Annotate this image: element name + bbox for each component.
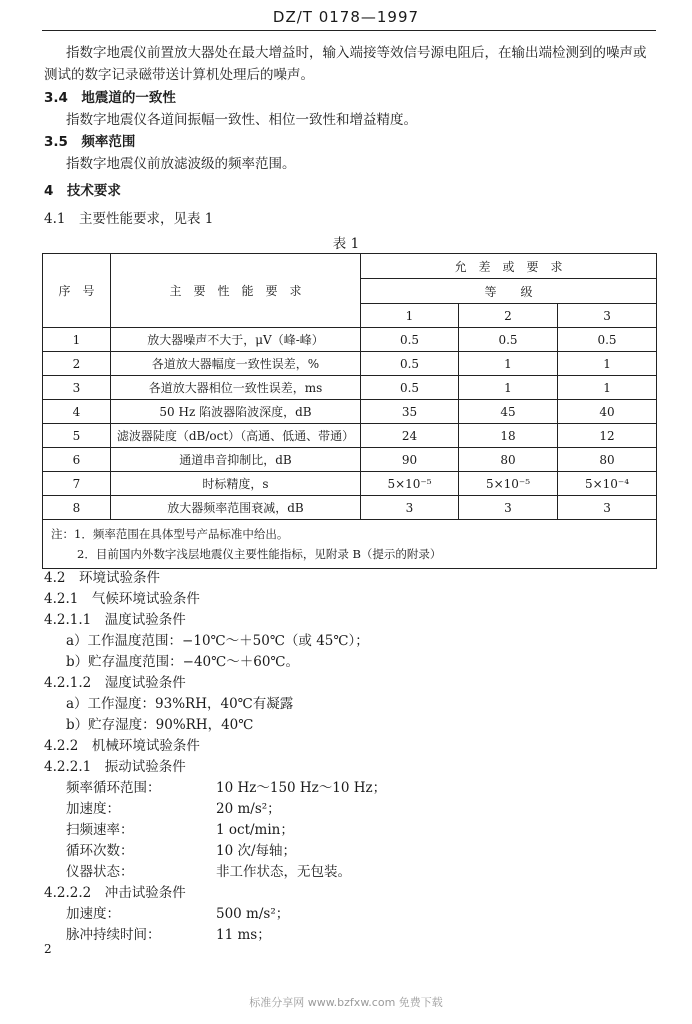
table-caption: 表 1 bbox=[332, 236, 360, 252]
para-3-4: 指数字地震仪各道间振幅一致性、相位一致性和增益精度。 bbox=[66, 112, 417, 128]
row-requirement: 时标精度，s bbox=[111, 472, 361, 496]
row-no: 8 bbox=[43, 496, 111, 520]
row-value: 0.5 bbox=[361, 328, 459, 352]
heading-4-2: 4.2 环境试验条件 bbox=[44, 570, 160, 586]
heading-4-2-2: 4.2.2 机械环境试验条件 bbox=[44, 738, 200, 754]
row-value: 3 bbox=[459, 496, 558, 520]
row-no: 1 bbox=[43, 328, 111, 352]
row-value: 45 bbox=[459, 400, 558, 424]
row-requirement: 放大器频率范围衰减，dB bbox=[111, 496, 361, 520]
heading-4-2-2-2: 4.2.2.2 冲击试验条件 bbox=[44, 885, 186, 901]
row-requirement: 50 Hz 陷波器陷波深度，dB bbox=[111, 400, 361, 424]
heading-4-1: 4.1 主要性能要求，见表 1 bbox=[44, 211, 214, 227]
shock-key: 加速度： bbox=[66, 906, 120, 922]
col-header-requirement: 主 要 性 能 要 求 bbox=[111, 254, 361, 328]
table-row bbox=[43, 472, 657, 496]
row-value: 5×10⁻⁵ bbox=[459, 472, 558, 496]
table-row bbox=[43, 376, 657, 400]
table-row bbox=[43, 448, 657, 472]
row-value: 0.5 bbox=[558, 328, 657, 352]
shock-value: 500 m/s²； bbox=[216, 906, 290, 922]
heading-3-5: 3.5 频率范围 bbox=[44, 134, 136, 150]
col-header-grade: 等 级 bbox=[361, 279, 657, 304]
row-value: 40 bbox=[558, 400, 657, 424]
row-no: 2 bbox=[43, 352, 111, 376]
performance-table bbox=[42, 253, 657, 569]
row-value: 18 bbox=[459, 424, 558, 448]
vib-value: 20 m/s²； bbox=[216, 801, 281, 817]
row-no: 6 bbox=[43, 448, 111, 472]
vib-key: 频率循环范围： bbox=[66, 780, 161, 796]
vib-value: 非工作状态，无包装。 bbox=[216, 864, 351, 880]
vib-key: 循环次数： bbox=[66, 843, 134, 859]
grade-1: 1 bbox=[361, 304, 459, 328]
table-row bbox=[43, 328, 657, 352]
vib-value: 10 次/每轴； bbox=[216, 843, 297, 859]
table-notes bbox=[43, 520, 657, 569]
row-value: 80 bbox=[459, 448, 558, 472]
vib-value: 10 Hz～150 Hz～10 Hz； bbox=[216, 780, 387, 796]
heading-4-2-1: 4.2.1 气候环境试验条件 bbox=[44, 591, 200, 607]
para-3-5: 指数字地震仪前放滤波级的频率范围。 bbox=[66, 156, 296, 172]
row-value: 24 bbox=[361, 424, 459, 448]
row-value: 12 bbox=[558, 424, 657, 448]
row-value: 1 bbox=[459, 352, 558, 376]
para-3-3-line1: 指数字地震仪前置放大器处在最大增益时，输入端接等效信号源电阻后，在输出端检测到的噪声或 bbox=[66, 45, 647, 61]
row-value: 3 bbox=[558, 496, 657, 520]
col-header-no: 序 号 bbox=[43, 254, 111, 328]
temp-work: a）工作温度范围：−10℃～＋50℃（或 45℃）； bbox=[66, 633, 369, 649]
grade-2: 2 bbox=[459, 304, 558, 328]
row-requirement: 各道放大器幅度一致性误差，% bbox=[111, 352, 361, 376]
row-value: 0.5 bbox=[361, 352, 459, 376]
row-value: 80 bbox=[558, 448, 657, 472]
vib-key: 加速度： bbox=[66, 801, 120, 817]
table-row bbox=[43, 400, 657, 424]
para-3-3-line2: 测试的数字记录磁带送计算机处理后的噪声。 bbox=[44, 67, 314, 83]
table-row bbox=[43, 352, 657, 376]
table-row bbox=[43, 424, 657, 448]
table-row bbox=[43, 496, 657, 520]
col-header-allowance: 允 差 或 要 求 bbox=[361, 254, 657, 279]
row-no: 7 bbox=[43, 472, 111, 496]
grade-3: 3 bbox=[558, 304, 657, 328]
row-requirement: 滤波器陡度（dB/oct）（高通、低通、带通） bbox=[111, 424, 361, 448]
shock-value: 11 ms； bbox=[216, 927, 271, 943]
row-value: 90 bbox=[361, 448, 459, 472]
vib-value: 1 oct/min； bbox=[216, 822, 294, 838]
humidity-storage: b）贮存湿度：90%RH，40℃ bbox=[66, 717, 254, 733]
row-requirement: 通道串音抑制比，dB bbox=[111, 448, 361, 472]
document-code: DZ/T 0178—1997 bbox=[272, 8, 420, 26]
shock-key: 脉冲持续时间： bbox=[66, 927, 161, 943]
table-note-1: 注：1．频率范围在具体型号产品标准中给出。 bbox=[51, 527, 289, 541]
row-requirement: 放大器噪声不大于，μV（峰-峰） bbox=[111, 328, 361, 352]
row-value: 35 bbox=[361, 400, 459, 424]
row-value: 1 bbox=[558, 376, 657, 400]
row-no: 5 bbox=[43, 424, 111, 448]
row-value: 0.5 bbox=[459, 328, 558, 352]
heading-4: 4 技术要求 bbox=[44, 183, 121, 199]
page-number: 2 bbox=[44, 942, 52, 956]
header-rule bbox=[42, 30, 656, 31]
watermark-text: 标准分享网 www.bzfxw.com 免费下载 bbox=[249, 996, 443, 1009]
heading-4-2-1-2: 4.2.1.2 湿度试验条件 bbox=[44, 675, 186, 691]
humidity-work: a）工作湿度：93%RH，40℃有凝露 bbox=[66, 696, 294, 712]
row-value: 1 bbox=[558, 352, 657, 376]
vib-key: 扫频速率： bbox=[66, 822, 134, 838]
heading-4-2-1-1: 4.2.1.1 温度试验条件 bbox=[44, 612, 186, 628]
row-value: 1 bbox=[459, 376, 558, 400]
row-value: 5×10⁻⁵ bbox=[361, 472, 459, 496]
row-requirement: 各道放大器相位一致性误差，ms bbox=[111, 376, 361, 400]
row-no: 3 bbox=[43, 376, 111, 400]
row-no: 4 bbox=[43, 400, 111, 424]
table-note-2: 2．目前国内外数字浅层地震仪主要性能指标，见附录 B（提示的附录） bbox=[77, 547, 442, 561]
vib-key: 仪器状态： bbox=[66, 864, 134, 880]
row-value: 5×10⁻⁴ bbox=[558, 472, 657, 496]
temp-storage: b）贮存温度范围：−40℃～＋60℃。 bbox=[66, 654, 300, 670]
row-value: 0.5 bbox=[361, 376, 459, 400]
heading-3-4: 3.4 地震道的一致性 bbox=[44, 90, 176, 106]
heading-4-2-2-1: 4.2.2.1 振动试验条件 bbox=[44, 759, 186, 775]
row-value: 3 bbox=[361, 496, 459, 520]
